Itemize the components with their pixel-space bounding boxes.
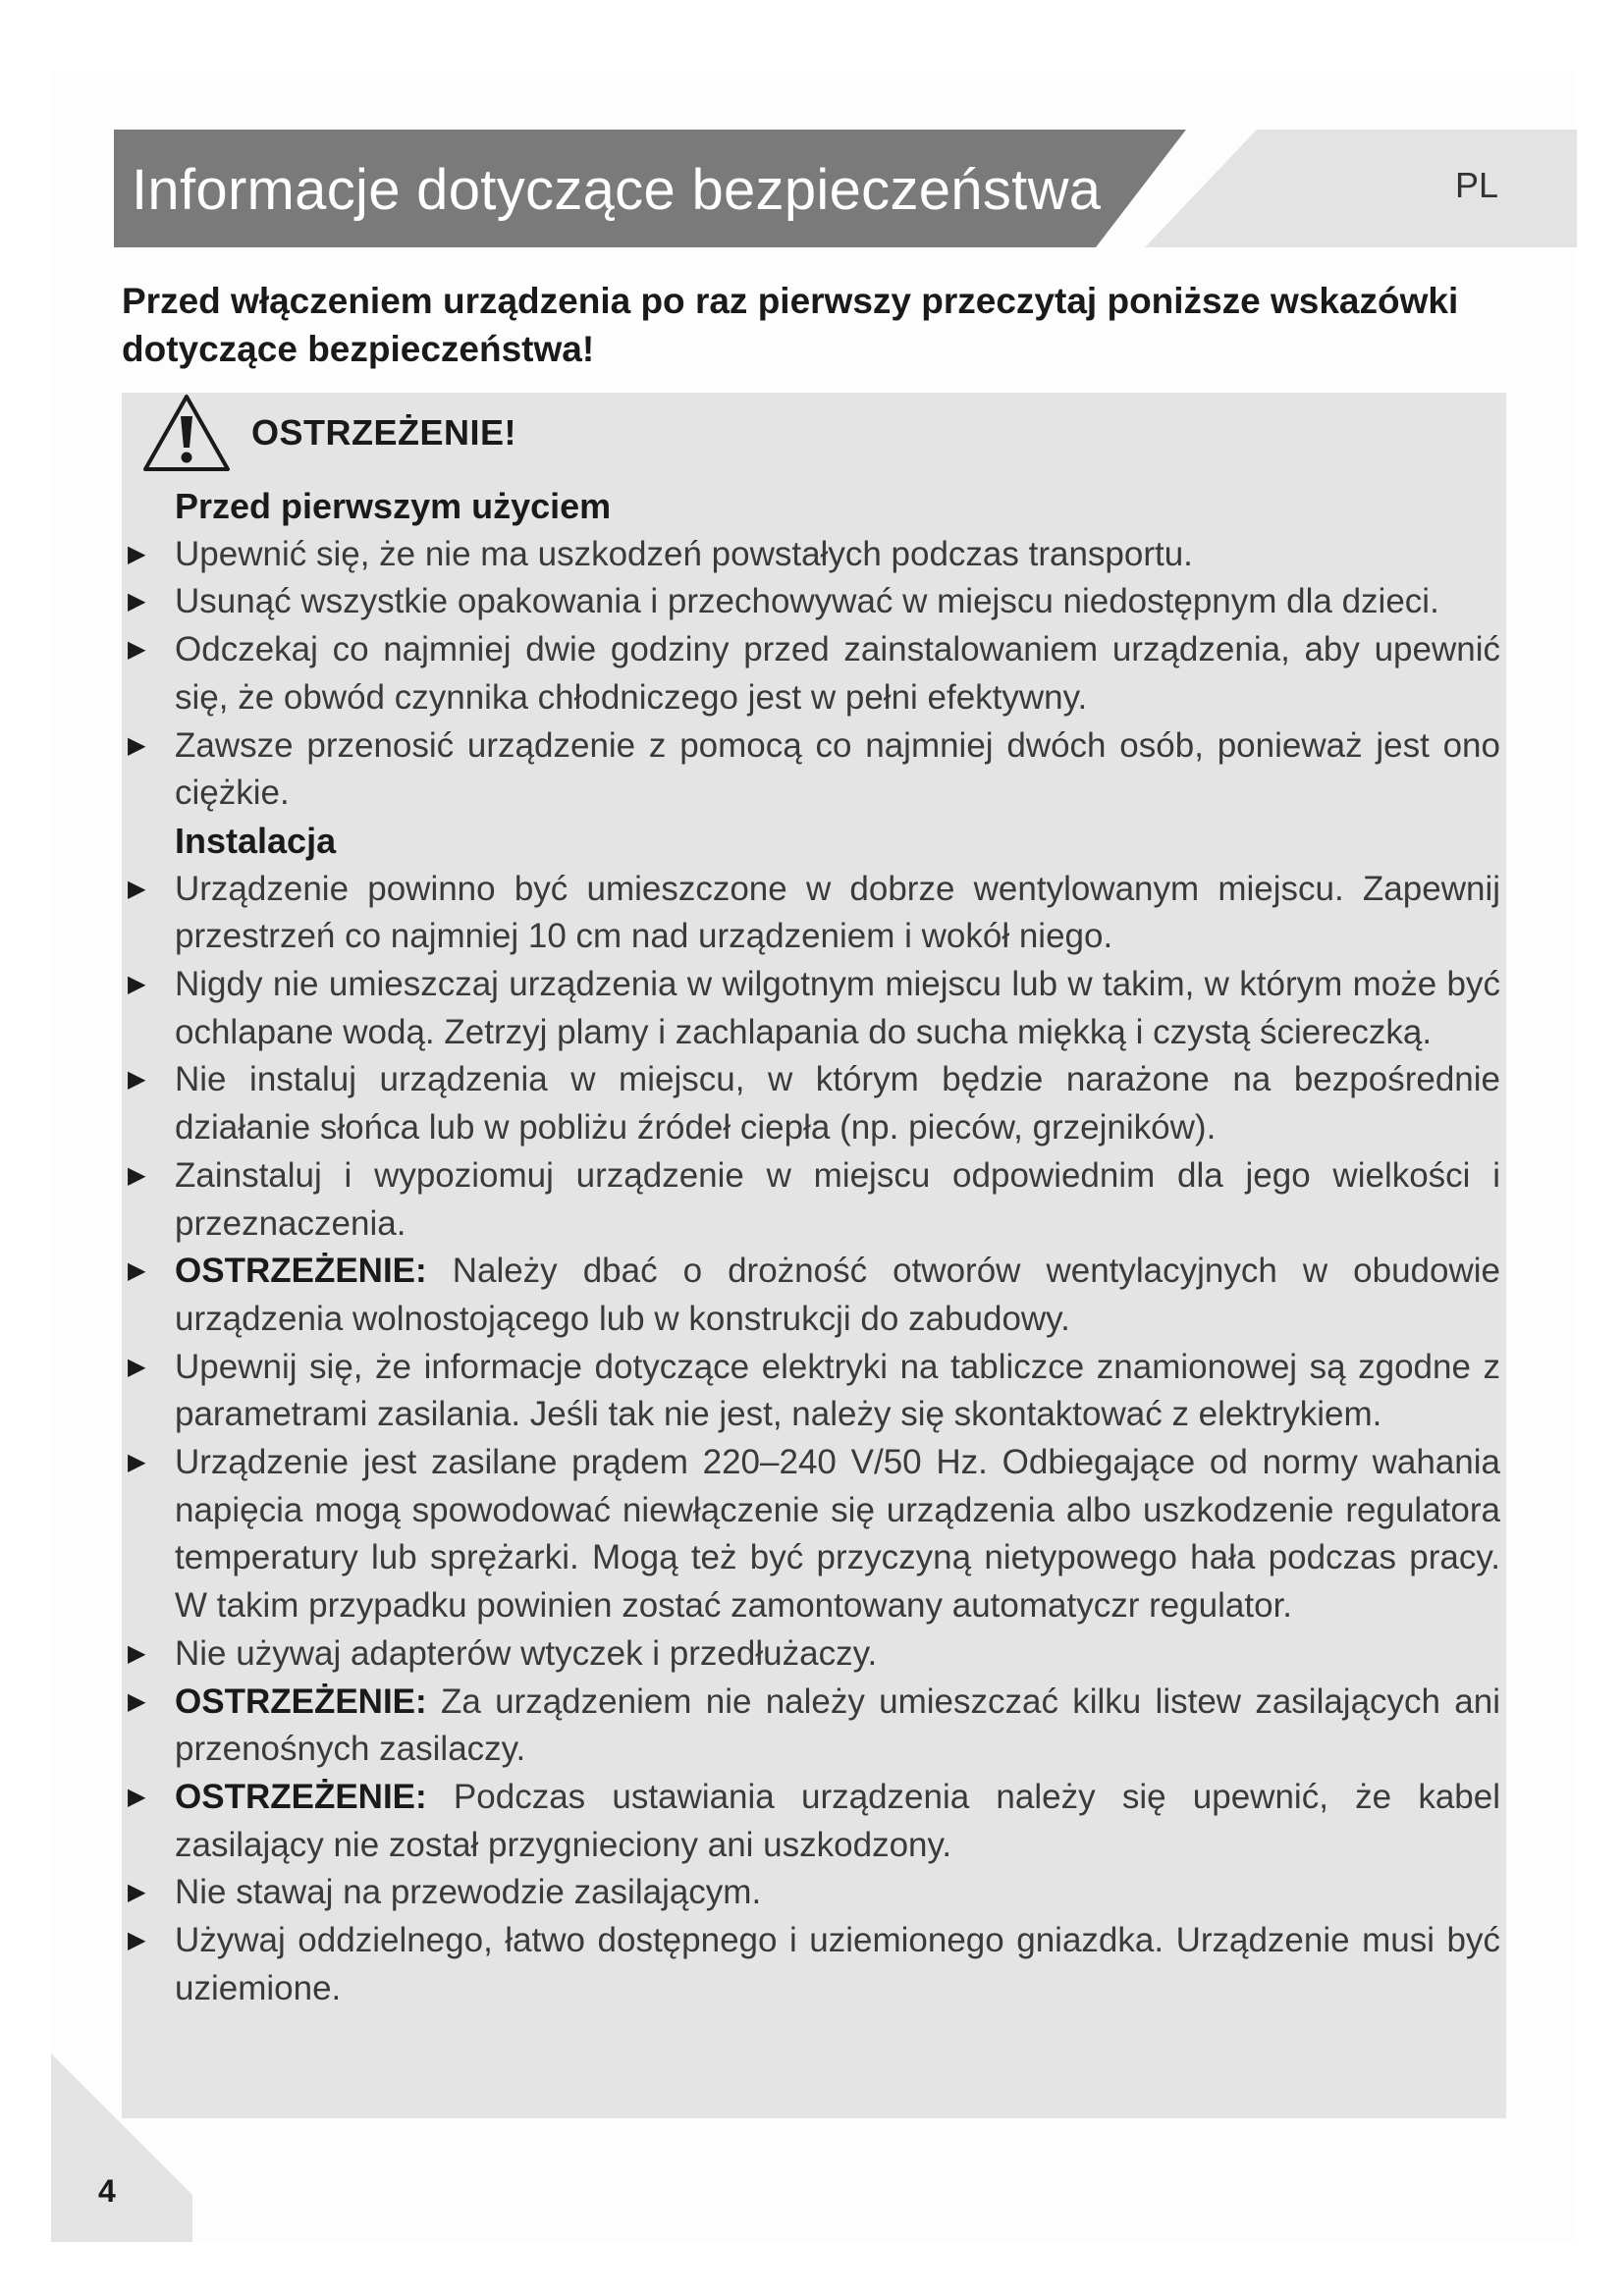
bullet-arrow-icon: ▶ bbox=[128, 636, 146, 664]
list-item bbox=[122, 1679, 1506, 1774]
list-item bbox=[122, 1774, 1506, 1869]
list-item bbox=[122, 1056, 1506, 1151]
item-text: Urządzenie jest zasilane prądem 220–240 V/50 Hz. Odbiegające od normy wahania napięcia mogą spowodować niewłączenie się urządzenia albo uszkodzenie regulatora temperatury lub sprężarki. Mogą też być przyczyną nietypowego hała podczas pracy. W takim przypadku powinien zostać zamontowany automatyczr regulator. bbox=[175, 1443, 1500, 1626]
bullet-arrow-icon: ▶ bbox=[128, 1353, 146, 1380]
bullet-arrow-icon: ▶ bbox=[128, 1927, 146, 1954]
item-text: Podczas ustawiania urządzenia należy się upewnić, że kabel zasilający nie został przygnieciony ani uszkodzony. bbox=[175, 1777, 1500, 1864]
section-title: Instalacja bbox=[175, 820, 337, 861]
list-item bbox=[122, 722, 1506, 818]
section-title: Przed pierwszym użyciem bbox=[175, 486, 612, 526]
list-item bbox=[122, 626, 1506, 721]
header-accent-shape bbox=[1145, 130, 1577, 247]
item-warning-label: OSTRZEŻENIE: bbox=[175, 1252, 427, 1291]
bullet-arrow-icon: ▶ bbox=[128, 1783, 146, 1810]
list-item bbox=[122, 578, 1506, 626]
bullet-arrow-icon: ▶ bbox=[128, 1257, 146, 1285]
item-text: Usunąć wszystkie opakowania i przechowywać w miejscu niedostępnym dla dzieci. bbox=[175, 582, 1439, 621]
list-item bbox=[122, 1917, 1506, 2012]
bullet-arrow-icon: ▶ bbox=[128, 1879, 146, 1906]
bullet-arrow-icon: ▶ bbox=[128, 875, 146, 902]
bullet-arrow-icon: ▶ bbox=[128, 1687, 146, 1715]
warning-content bbox=[122, 483, 1506, 2013]
bullet-arrow-icon: ▶ bbox=[128, 731, 146, 759]
item-text: Zainstaluj i wypoziomuj urządzenie w miejscu odpowiednim dla jego wielkości i przeznaczenia. bbox=[175, 1155, 1500, 1243]
bullet-arrow-icon: ▶ bbox=[128, 1639, 146, 1667]
bullet-arrow-icon: ▶ bbox=[128, 1066, 146, 1094]
item-text: Upewnić się, że nie ma uszkodzeń powstałych podczas transportu. bbox=[175, 534, 1193, 573]
item-text: Nie stawaj na przewodzie zasilającym. bbox=[175, 1873, 762, 1912]
item-text: Odczekaj co najmniej dwie godziny przed zainstalowaniem urządzenia, aby upewnić się, że obwód czynnika chłodniczego jest w pełni efektywny. bbox=[175, 630, 1500, 717]
list-item bbox=[122, 961, 1506, 1056]
item-text: Używaj oddzielnego, łatwo dostępnego i uziemionego gniazdka. Urządzenie musi być uziemione. bbox=[175, 1921, 1500, 2007]
bullet-arrow-icon: ▶ bbox=[128, 588, 146, 615]
bullet-arrow-icon: ▶ bbox=[128, 540, 146, 567]
language-code: PL bbox=[1455, 165, 1499, 205]
list-item bbox=[122, 531, 1506, 579]
item-text: Nie używaj adapterów wtyczek i przedłużaczy. bbox=[175, 1633, 878, 1673]
item-text: Nigdy nie umieszczaj urządzenia w wilgotnym miejscu lub w takim, w którym może być ochlapane wodą. Zetrzyj plamy i zachlapania do sucha miękką i czystą ściereczką. bbox=[175, 965, 1500, 1051]
item-text: Nie instaluj urządzenia w miejscu, w którym będzie narażone na bezpośrednie działanie słońca lub w pobliżu źródeł ciepła (np. pieców, grzejników). bbox=[175, 1060, 1500, 1148]
item-text: Zawsze przenosić urządzenie z pomocą co najmniej dwóch osób, ponieważ jest ono ciężkie. bbox=[175, 725, 1500, 813]
list-item bbox=[122, 1152, 1506, 1248]
warning-title: OSTRZEŻENIE! bbox=[251, 412, 517, 453]
list-item bbox=[122, 1344, 1506, 1439]
list-item bbox=[122, 866, 1506, 961]
item-warning-label: OSTRZEŻENIE: bbox=[175, 1682, 427, 1721]
list-item bbox=[122, 1248, 1506, 1343]
list-item bbox=[122, 1630, 1506, 1679]
bullet-arrow-icon: ▶ bbox=[128, 1161, 146, 1189]
intro-text: Przed włączeniem urządzenia po raz pierwszy przeczytaj poniższe wskazówki dotyczące bezpieczeństwa! bbox=[122, 281, 1459, 369]
page-corner-shape bbox=[51, 2054, 192, 2242]
bullet-arrow-icon: ▶ bbox=[128, 1449, 146, 1476]
item-text: Upewnij się, że informacje dotyczące elektryki na tabliczce znamionowej są zgodne z parametrami zasilania. Jeśli tak nie jest, należy się skontaktować z elektrykiem. bbox=[175, 1347, 1500, 1434]
item-text: Urządzenie powinno być umieszczone w dobrze wentylowanym miejscu. Zapewnij przestrzeń co najmniej 10 cm nad urządzeniem i wokół niego. bbox=[175, 869, 1500, 956]
page-title: Informacje dotyczące bezpieczeństwa bbox=[132, 158, 1102, 222]
bullet-arrow-icon: ▶ bbox=[128, 971, 146, 998]
list-item bbox=[122, 1439, 1506, 1630]
list-item bbox=[122, 1869, 1506, 1917]
item-text: Za urządzeniem nie należy umieszczać kilku listew zasilających ani przenośnych zasilaczy. bbox=[175, 1682, 1500, 1769]
item-warning-label: OSTRZEŻENIE: bbox=[175, 1777, 427, 1816]
page-number: 4 bbox=[98, 2173, 116, 2209]
warning-triangle-icon bbox=[141, 393, 232, 475]
item-text: Należy dbać o drożność otworów wentylacyjnych w obudowie urządzenia wolnostojącego lub w konstrukcji do zabudowy. bbox=[175, 1252, 1500, 1338]
